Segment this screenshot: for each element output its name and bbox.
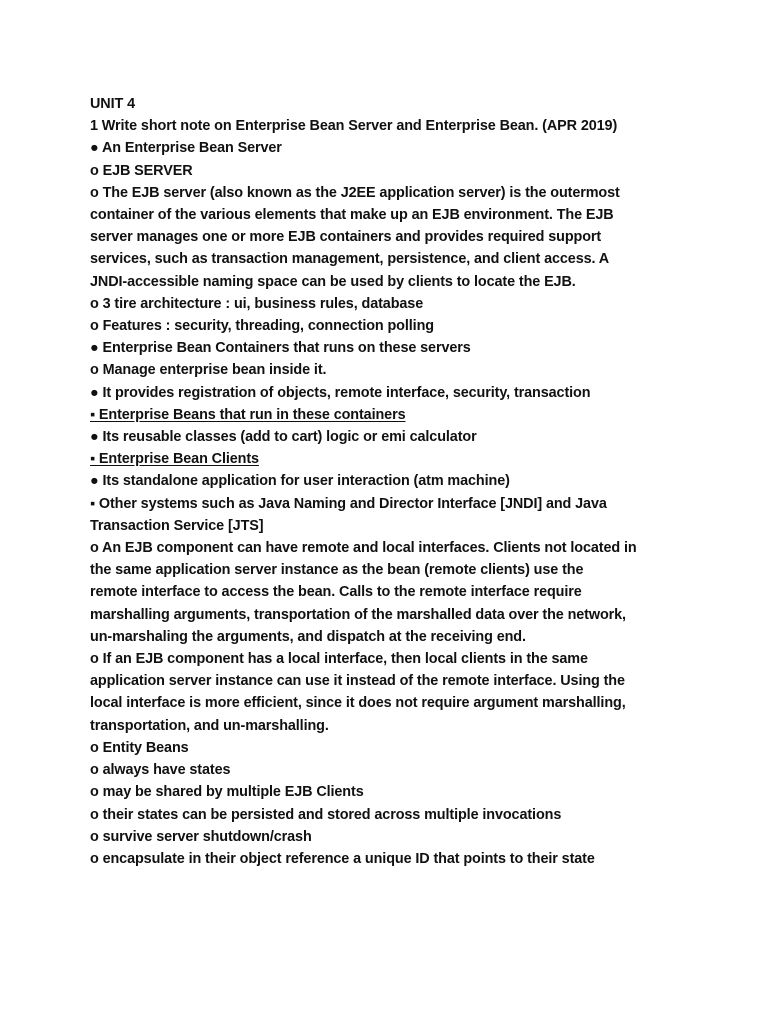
- line-text: ● Its reusable classes (add to cart) logic or emi calculator: [90, 429, 477, 446]
- line-text: o encapsulate in their object reference a unique ID that points to their state: [90, 850, 595, 867]
- text-line: [90, 626, 730, 648]
- text-line: [90, 759, 730, 781]
- text-line: [90, 137, 730, 159]
- underlined-heading-text: ▪ Enterprise Beans that run in these containers: [90, 406, 406, 423]
- text-line: [90, 470, 730, 492]
- line-text: ● Its standalone application for user interaction (atm machine): [90, 473, 510, 490]
- line-text: ▪ Other systems such as Java Naming and Director Interface [JNDI] and Java: [90, 495, 607, 512]
- text-line: [90, 670, 730, 692]
- text-line: [90, 781, 730, 803]
- line-text: o If an EJB component has a local interface, then local clients in the same: [90, 651, 588, 668]
- text-line: [90, 271, 730, 293]
- text-line: [90, 493, 730, 515]
- line-text: o always have states: [90, 762, 231, 779]
- line-text: local interface is more efficient, since it does not require argument marshalling,: [90, 695, 626, 712]
- line-text: server manages one or more EJB containers and provides required support: [90, 229, 602, 246]
- text-line: [90, 581, 730, 603]
- line-text: JNDI-accessible naming space can be used by clients to locate the EJB.: [90, 273, 576, 290]
- text-line: [90, 826, 730, 848]
- line-text: o Manage enterprise bean inside it.: [90, 362, 327, 379]
- text-line: [90, 515, 730, 537]
- text-line: [90, 804, 730, 826]
- line-text: o An EJB component can have remote and local interfaces. Clients not located in: [90, 540, 637, 557]
- line-text: o Features : security, threading, connection polling: [90, 318, 434, 335]
- text-line: [90, 337, 730, 359]
- text-line: [90, 226, 730, 248]
- text-line: [90, 315, 730, 337]
- text-line: [90, 604, 730, 626]
- line-text: 1 Write short note on Enterprise Bean Server and Enterprise Bean. (APR 2019): [90, 118, 618, 135]
- text-line: [90, 737, 730, 759]
- line-text: services, such as transaction management, persistence, and client access. A: [90, 251, 610, 268]
- text-line: [90, 648, 730, 670]
- line-text: the same application server instance as the bean (remote clients) use the: [90, 562, 584, 579]
- text-line: [90, 692, 730, 714]
- text-line: [90, 359, 730, 381]
- text-line: [90, 160, 730, 182]
- text-line: [90, 115, 730, 137]
- line-text: marshalling arguments, transportation of the marshalled data over the network,: [90, 606, 626, 623]
- line-text: o survive server shutdown/crash: [90, 828, 312, 845]
- line-text: o EJB SERVER: [90, 162, 193, 179]
- line-text: Transaction Service [JTS]: [90, 517, 264, 534]
- text-line: [90, 382, 730, 404]
- text-line: [90, 848, 730, 870]
- text-line: [90, 248, 730, 270]
- line-text: transportation, and un-marshalling.: [90, 717, 329, 734]
- text-line: [90, 715, 730, 737]
- text-line: [90, 559, 730, 581]
- line-text: o may be shared by multiple EJB Clients: [90, 784, 364, 801]
- underlined-heading-text: ▪ Enterprise Bean Clients: [90, 451, 259, 468]
- text-line: [90, 93, 730, 115]
- line-text: un-marshaling the arguments, and dispatch at the receiving end.: [90, 628, 526, 645]
- line-text: o their states can be persisted and stored across multiple invocations: [90, 806, 562, 823]
- line-text: ● An Enterprise Bean Server: [90, 140, 282, 157]
- text-line: [90, 426, 730, 448]
- document-page: [90, 93, 730, 870]
- text-line: [90, 537, 730, 559]
- text-line: [90, 204, 730, 226]
- line-text: o 3 tire architecture : ui, business rules, database: [90, 295, 424, 312]
- line-text: ● Enterprise Bean Containers that runs on these servers: [90, 340, 471, 357]
- text-line: [90, 293, 730, 315]
- line-text: o The EJB server (also known as the J2EE application server) is the outermost: [90, 184, 620, 201]
- line-text: ● It provides registration of objects, remote interface, security, transaction: [90, 384, 591, 401]
- line-text: UNIT 4: [90, 96, 135, 112]
- line-text: remote interface to access the bean. Calls to the remote interface require: [90, 584, 582, 601]
- text-line: [90, 448, 730, 470]
- line-text: o Entity Beans: [90, 739, 189, 756]
- line-text: container of the various elements that make up an EJB environment. The EJB: [90, 207, 614, 224]
- text-line: [90, 404, 730, 426]
- line-text: application server instance can use it instead of the remote interface. Using the: [90, 673, 625, 690]
- text-line: [90, 182, 730, 204]
